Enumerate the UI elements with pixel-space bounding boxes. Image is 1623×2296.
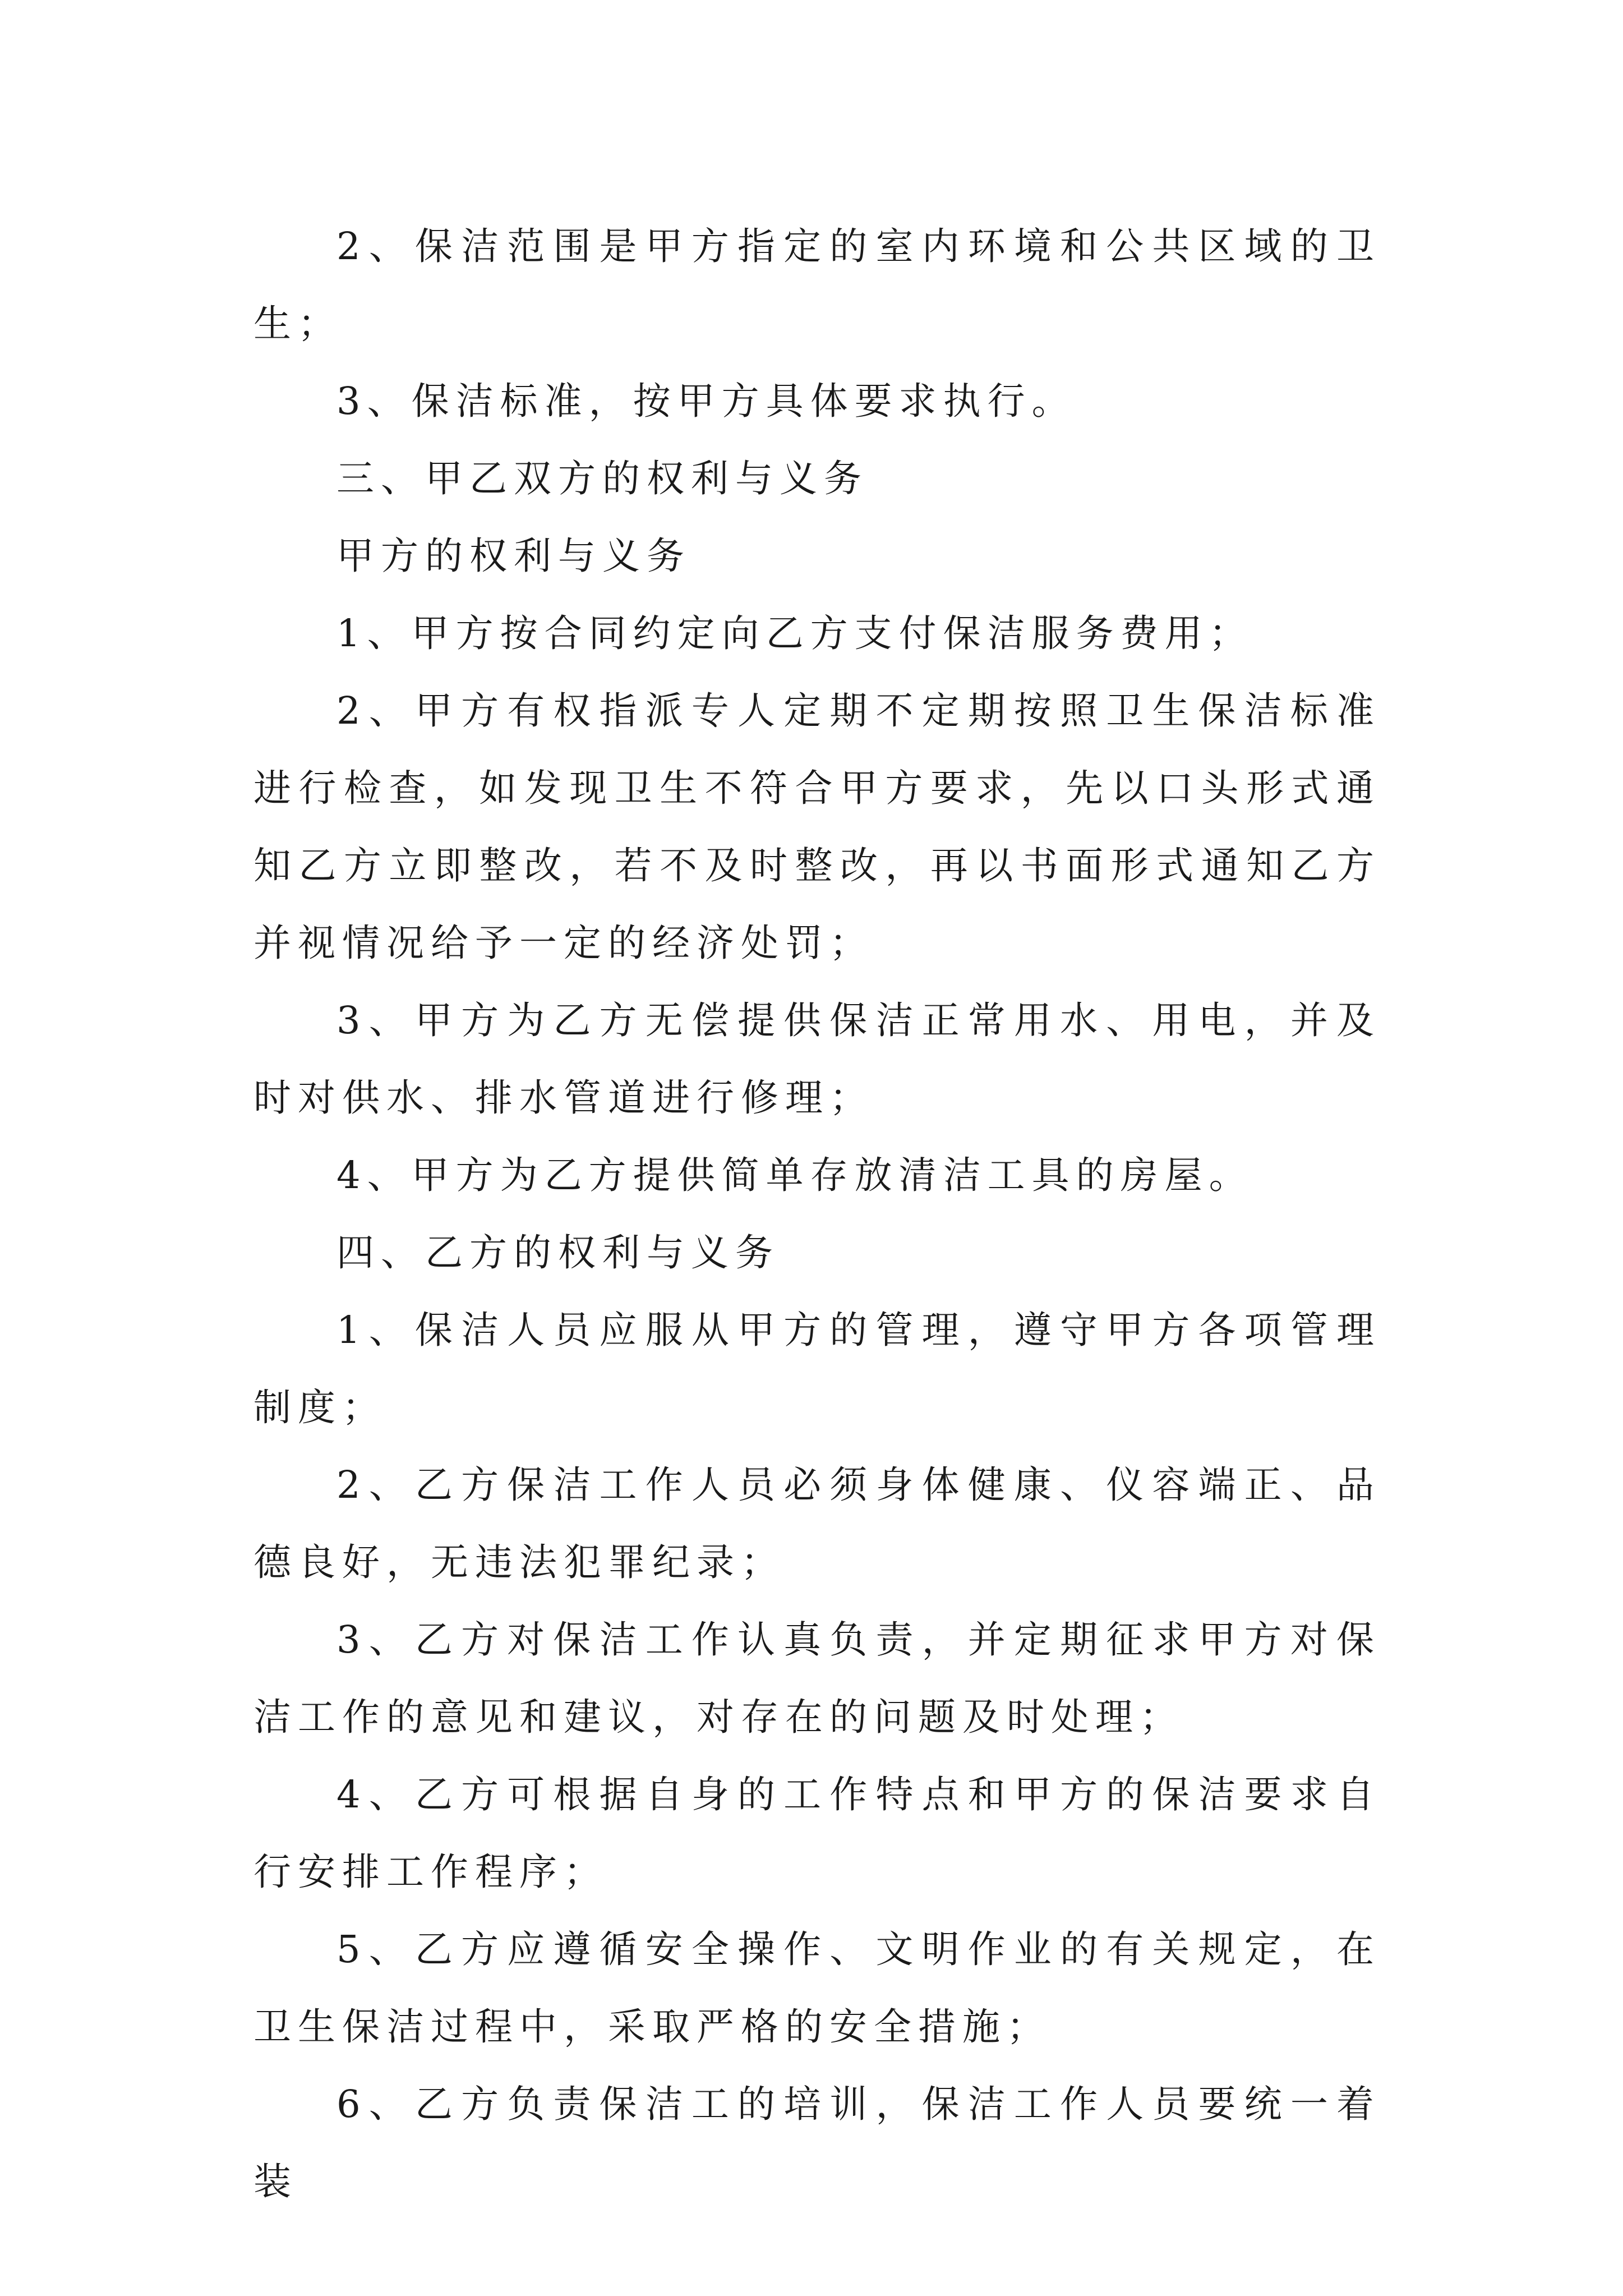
document-body [253, 208, 1381, 2220]
paragraph-party-b-1: 1、保洁人员应服从甲方的管理，遵守甲方各项管理制度； [253, 1308, 1381, 1429]
paragraph-party-a-4: 4、甲方为乙方提供简单存放清洁工具的房屋。 [336, 1153, 1253, 1197]
paragraph-party-a-1: 1、甲方按合同约定向乙方支付保洁服务费用； [336, 611, 1253, 655]
paragraph-clause-2-scope: 2、保洁范围是甲方指定的室内环境和公共区域的卫生； [253, 224, 1381, 346]
paragraph-party-a-2: 2、甲方有权指派专人定期不定期按照卫生保洁标准进行检查，如发现卫生不符合甲方要求，先以口头形式通知乙方立即整改，若不及时整改，再以书面形式通知乙方并视情况给予一定的经济处罚； [253, 689, 1381, 965]
paragraph-party-b-6: 6、乙方负责保洁工的培训，保洁工作人员要统一着装 [253, 2082, 1381, 2203]
paragraph-party-b-2: 2、乙方保洁工作人员必须身体健康、仪容端正、品德良好，无违法犯罪纪录； [253, 1463, 1381, 1584]
paragraph-clause-3-standard: 3、保洁标准，按甲方具体要求执行。 [336, 379, 1076, 423]
paragraph-party-b-4: 4、乙方可根据自身的工作特点和甲方的保洁要求自行安排工作程序； [253, 1773, 1381, 1894]
subheading-party-a: 甲方的权利与义务 [336, 534, 691, 578]
section-heading-rights-obligations: 三、甲乙双方的权利与义务 [336, 457, 868, 500]
paragraph-party-b-5: 5、乙方应遵循安全操作、文明作业的有关规定，在卫生保洁过程中，采取严格的安全措施； [253, 1927, 1381, 2049]
paragraph-party-b-3: 3、乙方对保洁工作认真负责，并定期征求甲方对保洁工作的意见和建议，对存在的问题及时处理； [253, 1618, 1381, 1739]
section-heading-party-b: 四、乙方的权利与义务 [336, 1231, 780, 1274]
paragraph-party-a-3: 3、甲方为乙方无偿提供保洁正常用水、用电，并及时对供水、排水管道进行修理； [253, 999, 1381, 1120]
